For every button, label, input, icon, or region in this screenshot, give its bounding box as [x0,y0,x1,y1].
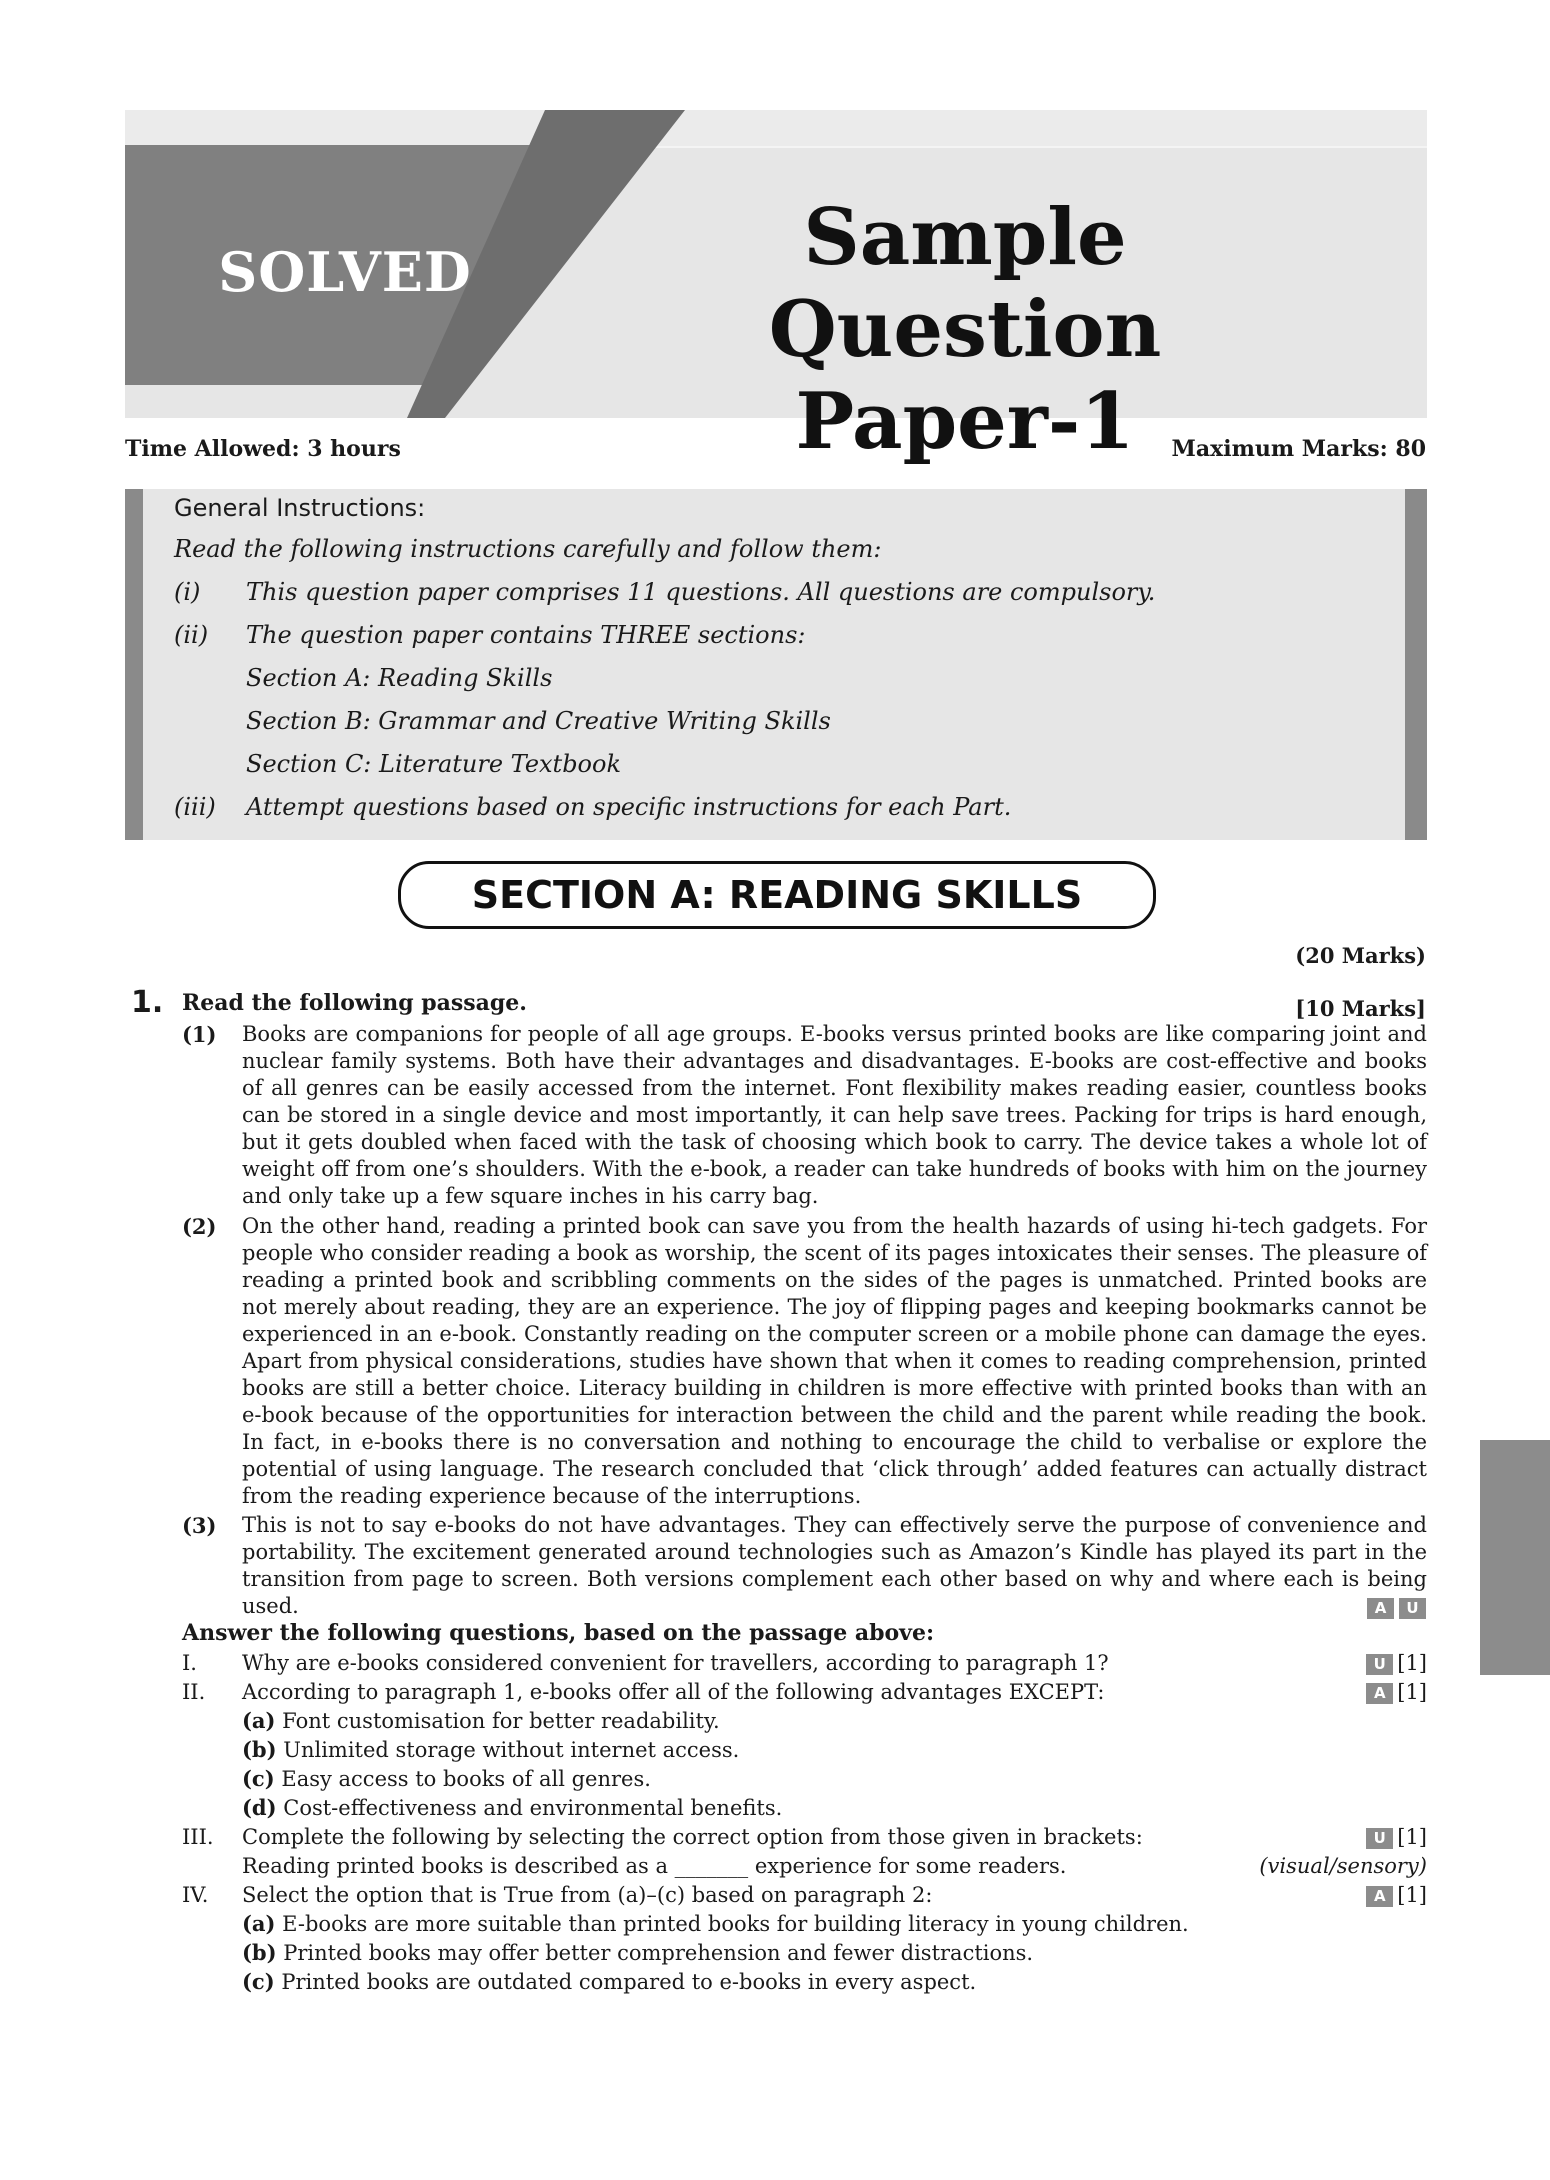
option-letter: (a) [242,1708,276,1733]
instruction-item [174,571,1387,614]
roman-number: IV. [182,1883,209,1907]
paragraph-number: (2) [182,1214,217,1239]
tag-badge: U [1399,1598,1426,1619]
option-text: Easy access to books of all genres. [281,1767,651,1791]
option-text: Font customisation for better readability. [282,1709,720,1733]
instruction-text: The question paper contains THREE sections: [246,621,806,649]
section-a-heading: SECTION A: READING SKILLS [398,861,1156,929]
option-item [242,1707,720,1735]
section-marks: (20 Marks) [1295,943,1426,968]
option-letter: (d) [242,1795,277,1820]
option-text: Unlimited storage without internet access. [283,1738,740,1762]
paper-title [645,192,1285,468]
option-letter: (b) [242,1737,277,1762]
sub-question-iv [182,1881,1427,1909]
passage-paragraph-3 [182,1512,1427,1620]
time-allowed: Time Allowed: 3 hours [125,436,401,462]
instruction-text: Section B: Grammar and Creative Writing Skills [246,707,831,735]
passage-paragraph-2 [182,1213,1427,1510]
sub-question-tag [1361,1678,1427,1706]
instruction-text: Section A: Reading Skills [246,664,553,692]
paragraph-number: (3) [182,1513,217,1538]
instruction-num: (iii) [174,793,216,821]
general-instructions-box [125,489,1427,840]
sub-question-tag [1361,1649,1427,1677]
marks-label: [1] [1397,1651,1427,1675]
marks-label: [1] [1397,1825,1427,1849]
instruction-text: Section C: Literature Textbook [246,750,621,778]
sub-question-i [182,1649,1427,1677]
passage-paragraph-1 [182,1021,1427,1210]
paper-title-line2: Paper-1 [795,376,1135,467]
tag-badge: A [1366,1683,1393,1704]
bracket-hint: (visual/sensory) [1259,1854,1427,1878]
option-text: Printed books may offer better comprehension and fewer distractions. [283,1941,1034,1965]
option-text: Cost-effectiveness and environmental benefits. [283,1796,783,1820]
option-letter: (c) [242,1766,275,1791]
option-item [242,1765,651,1793]
option-text: E-books are more suitable than printed books for building literacy in young children. [282,1912,1189,1936]
option-item [242,1794,782,1822]
solved-label: SOLVED [218,240,472,304]
option-item [242,1736,739,1764]
tag-badge: A [1366,1886,1393,1907]
sub-question-ii [182,1678,1427,1706]
sub-question-text: Complete the following by selecting the correct option from those given in brackets: [242,1825,1143,1849]
paper-title-line1: Sample Question [768,192,1162,375]
sub-question-text: Select the option that is True from (a)–(c) based on paragraph 2: [242,1883,933,1907]
instruction-item [174,700,1387,743]
option-item [242,1968,976,1996]
instructions-intro-text: Read the following instructions carefully and follow them: [174,535,882,563]
option-letter: (c) [242,1969,275,1994]
instructions-left-bar [125,489,143,840]
paragraph-text: On the other hand, reading a printed book can save you from the health hazards of using hi-tech gadgets. For people who consider reading a book as worship, the scent of its pages intoxicates their senses. The pleasure of reading a printed book and scribbling comments on the sides of the pages is unmatched. Printed books are not merely about reading, they are an experience. The joy of flipping pages and keeping bookmarks cannot be experienced in an e-book. Constantly reading on the computer screen or a mobile phone can damage the eyes. Apart from physical considerations, studies have shown that when it comes to reading comprehension, printed books are still a better choice. Literacy building in children is more effective with printed books than with an e-book because of the opportunities for interaction between the child and the parent while reading the book. In fact, in e-books there is no conversation and nothing to encourage the child to verbalise or explore the potential of using language. The research concluded that ‘click through’ added features can actually distract from the reading experience because of the interruptions. [242,1214,1427,1508]
maximum-marks: Maximum Marks: 80 [1171,436,1426,462]
sub-question-tag [1361,1881,1427,1909]
roman-number: III. [182,1825,214,1849]
paragraph-number: (1) [182,1022,217,1047]
option-item [242,1939,1033,1967]
option-letter: (a) [242,1911,276,1936]
instruction-item [174,614,1387,657]
instruction-num: (ii) [174,621,209,649]
instruction-item [174,786,1387,829]
answer-heading: Answer the following questions, based on the passage above: [182,1620,935,1646]
question-marks: [10 Marks] [1295,996,1426,1021]
tag-badge: A [1367,1598,1394,1619]
roman-number: II. [182,1680,206,1704]
fill-blank-text: Reading printed books is described as a _______ experience for some readers. [242,1854,1067,1878]
paragraph-text: Books are companions for people of all age groups. E-books versus printed books are like comparing joint and nuclear family systems. Both have their advantages and disadvantages. E-books are cost-effective and books of all genres can be easily accessed from the internet. Font flexibility makes reading easier, countless books can be stored in a single device and most importantly, it can help save trees. Packing for trips is hard enough, but it gets doubled when faced with the task of choosing which book to carry. The device takes a whole lot of weight off from one’s shoulders. With the e-book, a reader can take hundreds of books with him on the journey and only take up a few square inches in his carry bag. [242,1022,1427,1208]
instructions-right-bar [1405,489,1427,840]
instructions-heading: General Instructions: [174,494,426,522]
option-text: Printed books are outdated compared to e-books in every aspect. [281,1970,977,1994]
sub-question-iii-line2 [182,1852,1427,1880]
passage-tags [1362,1598,1426,1619]
instruction-item [174,743,1387,786]
option-item [242,1910,1189,1938]
marks-label: [1] [1397,1680,1427,1704]
sub-question-text: According to paragraph 1, e-books offer all of the following advantages EXCEPT: [242,1680,1105,1704]
instruction-num: (i) [174,578,201,606]
question-prompt: Read the following passage. [182,990,527,1016]
instruction-item [174,657,1387,700]
sub-question-iii [182,1823,1427,1851]
marks-label: [1] [1397,1883,1427,1907]
tag-badge: U [1366,1654,1393,1675]
instruction-text: This question paper comprises 11 questions. All questions are compulsory. [246,578,1156,606]
paragraph-text: This is not to say e-books do not have advantages. They can effectively serve the purpose of convenience and portability. The excitement generated around technologies such as Amazon’s Kindle has played its part in the transition from page to screen. Both versions complement each other based on why and where each is being used. [242,1513,1427,1618]
tag-badge: U [1366,1828,1393,1849]
instruction-text: Attempt questions based on specific instructions for each Part. [246,793,1012,821]
sub-question-tag [1361,1823,1427,1851]
instructions-intro [174,528,1387,571]
page-edge-tab [1480,1440,1550,1675]
sub-question-text: Why are e-books considered convenient for travellers, according to paragraph 1? [242,1651,1109,1675]
question-number: 1. [131,985,164,1020]
roman-number: I. [182,1651,197,1675]
option-letter: (b) [242,1940,277,1965]
